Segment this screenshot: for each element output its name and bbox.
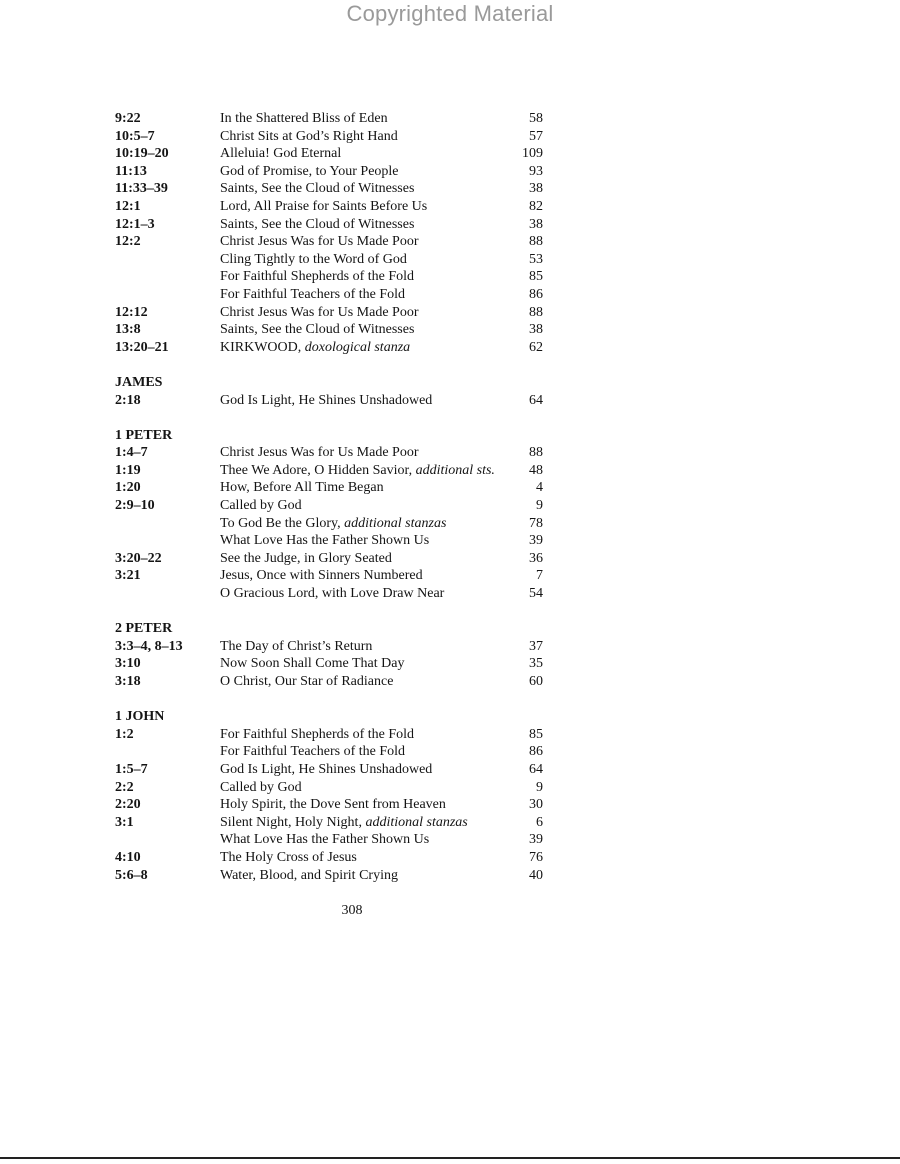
hymn-number: 48 <box>529 462 543 478</box>
verse-reference: 4:10 <box>115 849 141 865</box>
verse-reference: 2:9–10 <box>115 498 155 514</box>
bottom-border <box>0 1157 900 1159</box>
hymn-number: 38 <box>529 216 543 232</box>
hymn-number: 9 <box>536 779 543 795</box>
verse-reference: 9:22 <box>115 111 141 126</box>
hymn-number: 40 <box>529 867 543 883</box>
hymn-title <box>220 726 414 744</box>
book-heading: 1 PETER <box>115 427 173 443</box>
verse-reference: 12:12 <box>115 304 148 320</box>
section-gap <box>115 356 543 374</box>
verse-reference: 1:19 <box>115 462 141 478</box>
hymn-title-text: O Christ, Our Star of Radiance <box>220 674 394 689</box>
hymn-title <box>220 339 410 357</box>
hymn-title-text: God Is Light, He Shines Unshadowed <box>220 392 433 408</box>
hymn-title-text: Christ Sits at God’s Right Hand <box>220 128 398 144</box>
index-entry <box>115 128 543 146</box>
hymn-title-text: God Is Light, He Shines Unshadowed <box>220 761 433 777</box>
hymn-title-text: For Faithful Teachers of the Fold <box>220 286 406 302</box>
hymn-title-text: Saints, See the Cloud of Witnesses <box>220 216 415 232</box>
index-entry <box>115 532 543 550</box>
hymn-number: 4 <box>536 480 543 496</box>
hymn-title <box>220 163 399 181</box>
hymn-number: 6 <box>536 814 543 830</box>
hymn-title <box>220 532 429 550</box>
hymn-number: 58 <box>529 111 543 126</box>
index-entry <box>115 638 543 656</box>
hymn-title-text: What Love Has the Father Shown Us <box>220 533 430 549</box>
hymn-title <box>220 779 302 797</box>
hymn-number: 64 <box>529 761 543 777</box>
index-entry <box>115 233 543 251</box>
index-entry <box>115 497 543 515</box>
hymn-number: 88 <box>529 445 543 461</box>
index-entry <box>115 849 543 867</box>
verse-reference: 3:3–4, 8–13 <box>115 638 183 654</box>
index-entry <box>115 567 543 585</box>
verse-reference: 3:10 <box>115 656 141 672</box>
hymn-title <box>220 216 414 234</box>
hymn-title <box>220 304 419 322</box>
hymn-title-text: Water, Blood, and Spirit Crying <box>220 867 398 883</box>
hymn-title-text: For Faithful Teachers of the Fold <box>220 744 406 760</box>
index-entry <box>115 163 543 181</box>
hymn-title <box>220 550 392 568</box>
hymn-title-text: Silent Night, Holy Night, <box>220 814 366 830</box>
index-entry <box>115 462 543 480</box>
hymn-number: 7 <box>536 568 543 584</box>
hymn-title <box>220 110 388 128</box>
hymn-title-text: Cling Tightly to the Word of God <box>220 251 407 267</box>
hymn-title-text: Saints, See the Cloud of Witnesses <box>220 322 415 338</box>
hymn-title-text: Now Soon Shall Come That Day <box>220 656 405 672</box>
index-entry <box>115 779 543 797</box>
book-heading: JAMES <box>115 374 163 390</box>
index-entry <box>115 251 543 269</box>
hymn-number: 86 <box>529 744 543 760</box>
hymn-number: 36 <box>529 550 543 566</box>
hymn-title-text: For Faithful Shepherds of the Fold <box>220 726 415 742</box>
index-entry <box>115 304 543 322</box>
hymn-title <box>220 567 423 585</box>
hymn-number: 37 <box>529 638 543 654</box>
verse-reference: 12:2 <box>115 234 141 250</box>
hymn-title <box>220 849 357 867</box>
hymn-title-text: Called by God <box>220 498 302 514</box>
index-entry <box>115 392 543 410</box>
index-entry <box>115 726 543 744</box>
index-entry <box>115 198 543 216</box>
hymn-title <box>220 585 444 603</box>
hymn-title-text: Lord, All Praise for Saints Before Us <box>220 198 428 214</box>
verse-reference: 1:2 <box>115 726 134 742</box>
hymn-number: 62 <box>529 339 543 355</box>
hymn-title-text: God of Promise, to Your People <box>220 163 399 179</box>
hymn-number: 60 <box>529 674 543 689</box>
hymn-title <box>220 831 429 849</box>
hymn-title-text: Christ Jesus Was for Us Made Poor <box>220 304 419 320</box>
hymn-title <box>220 761 432 779</box>
verse-reference: 1:20 <box>115 480 141 496</box>
hymn-number: 35 <box>529 656 543 672</box>
hymn-title-text: Christ Jesus Was for Us Made Poor <box>220 234 419 250</box>
hymn-title-text: Holy Spirit, the Dove Sent from Heaven <box>220 797 446 813</box>
index-entry <box>115 585 543 603</box>
verse-reference: 3:1 <box>115 814 134 830</box>
hymn-title <box>220 180 414 198</box>
index-entry <box>115 796 543 814</box>
hymn-title-text: In the Shattered Bliss of Eden <box>220 111 388 126</box>
hymn-number: 76 <box>529 849 543 865</box>
index-entry <box>115 321 543 339</box>
verse-reference: 1:5–7 <box>115 761 148 777</box>
hymn-title <box>220 673 393 691</box>
index-entry <box>115 550 543 568</box>
index-entry <box>115 268 543 286</box>
hymn-title <box>220 233 419 251</box>
hymn-title <box>220 462 495 480</box>
book-heading: 1 JOHN <box>115 709 165 725</box>
verse-reference: 11:13 <box>115 163 147 179</box>
hymn-number: 57 <box>529 128 543 144</box>
hymn-title-text: See the Judge, in Glory Seated <box>220 550 392 566</box>
hymn-title <box>220 321 414 339</box>
verse-reference: 3:21 <box>115 568 141 584</box>
hymn-title <box>220 251 407 269</box>
verse-reference: 10:19–20 <box>115 146 169 162</box>
hymn-number: 38 <box>529 181 543 197</box>
hymn-number: 54 <box>529 586 543 602</box>
index-entry <box>115 286 543 304</box>
hymn-title <box>220 796 446 814</box>
hymn-number: 109 <box>522 146 543 162</box>
hymn-number: 39 <box>529 832 543 848</box>
verse-reference: 5:6–8 <box>115 867 148 883</box>
hymn-number: 30 <box>529 797 543 813</box>
hymn-number: 85 <box>529 726 543 742</box>
hymn-title <box>220 145 341 163</box>
scripture-index <box>115 110 543 884</box>
index-entry <box>115 761 543 779</box>
index-entry <box>115 743 543 761</box>
verse-reference: 2:18 <box>115 392 141 408</box>
index-entry <box>115 655 543 673</box>
hymn-number: 85 <box>529 269 543 285</box>
hymn-title <box>220 743 405 761</box>
hymn-title <box>220 814 468 832</box>
index-entry <box>115 814 543 832</box>
copyright-watermark: Copyrighted Material <box>346 1 554 26</box>
book-heading: 2 PETER <box>115 621 173 637</box>
hymn-title <box>220 198 427 216</box>
verse-reference: 12:1 <box>115 198 141 214</box>
section-gap <box>115 409 543 427</box>
hymn-number: 82 <box>529 198 543 214</box>
section-gap <box>115 603 543 621</box>
index-entry <box>115 831 543 849</box>
hymn-title-text: Called by God <box>220 779 302 795</box>
hymn-title <box>220 479 384 497</box>
verse-reference: 13:8 <box>115 322 141 338</box>
hymn-title-note: doxological stanza <box>304 339 411 355</box>
verse-reference: 2:2 <box>115 779 134 795</box>
hymn-title <box>220 638 372 656</box>
hymn-title-text: Saints, See the Cloud of Witnesses <box>220 181 415 197</box>
hymn-title-text: Jesus, Once with Sinners Numbered <box>220 568 423 584</box>
verse-reference: 3:18 <box>115 674 141 689</box>
hymn-title <box>220 867 398 885</box>
hymn-title-text: Thee We Adore, O Hidden Savior, <box>220 462 416 478</box>
verse-reference: 1:4–7 <box>115 445 148 461</box>
hymn-title <box>220 515 446 533</box>
verse-reference: 11:33–39 <box>115 181 168 197</box>
hymn-title-note: additional stanzas <box>365 814 468 830</box>
hymn-number: 78 <box>529 515 543 531</box>
hymn-title-text: For Faithful Shepherds of the Fold <box>220 269 415 285</box>
hymn-title-text: The Holy Cross of Jesus <box>220 849 357 865</box>
index-entry <box>115 110 543 128</box>
hymn-title <box>220 286 405 304</box>
hymn-number: 88 <box>529 234 543 250</box>
hymn-number: 88 <box>529 304 543 320</box>
hymn-title-note: additional sts. <box>415 462 495 478</box>
index-entry <box>115 180 543 198</box>
index-entry <box>115 444 543 462</box>
hymn-title-text: How, Before All Time Began <box>220 480 384 496</box>
verse-reference: 12:1–3 <box>115 216 155 232</box>
page-number: 308 <box>341 903 363 918</box>
hymn-title <box>220 268 414 286</box>
hymn-title-text: KIRKWOOD, <box>220 339 305 355</box>
hymn-number: 9 <box>536 498 543 514</box>
hymn-title-text: Christ Jesus Was for Us Made Poor <box>220 445 419 461</box>
hymn-number: 53 <box>529 251 543 267</box>
index-entry <box>115 673 543 691</box>
hymn-number: 38 <box>529 322 543 338</box>
index-entry <box>115 216 543 234</box>
hymn-title <box>220 655 404 673</box>
index-entry <box>115 145 543 163</box>
hymn-title-note: additional stanzas <box>344 515 447 531</box>
index-entry <box>115 515 543 533</box>
index-entry <box>115 339 543 357</box>
hymn-title-text: Alleluia! God Eternal <box>220 146 342 162</box>
index-entry <box>115 479 543 497</box>
hymn-title-text: The Day of Christ’s Return <box>220 638 373 654</box>
hymn-number: 39 <box>529 533 543 549</box>
verse-reference: 3:20–22 <box>115 550 162 566</box>
verse-reference: 10:5–7 <box>115 128 155 144</box>
verse-reference: 2:20 <box>115 797 141 813</box>
hymn-number: 86 <box>529 286 543 302</box>
hymn-title <box>220 497 302 515</box>
hymn-number: 64 <box>529 392 543 408</box>
verse-reference: 13:20–21 <box>115 339 169 355</box>
hymn-number: 93 <box>529 163 543 179</box>
hymn-title-text: O Gracious Lord, with Love Draw Near <box>220 586 445 602</box>
index-entry <box>115 867 543 885</box>
hymn-title <box>220 128 398 146</box>
section-gap <box>115 691 543 709</box>
hymn-title <box>220 392 432 410</box>
hymn-title-text: To God Be the Glory, <box>220 515 345 531</box>
hymn-title-text: What Love Has the Father Shown Us <box>220 832 430 848</box>
hymn-title <box>220 444 419 462</box>
